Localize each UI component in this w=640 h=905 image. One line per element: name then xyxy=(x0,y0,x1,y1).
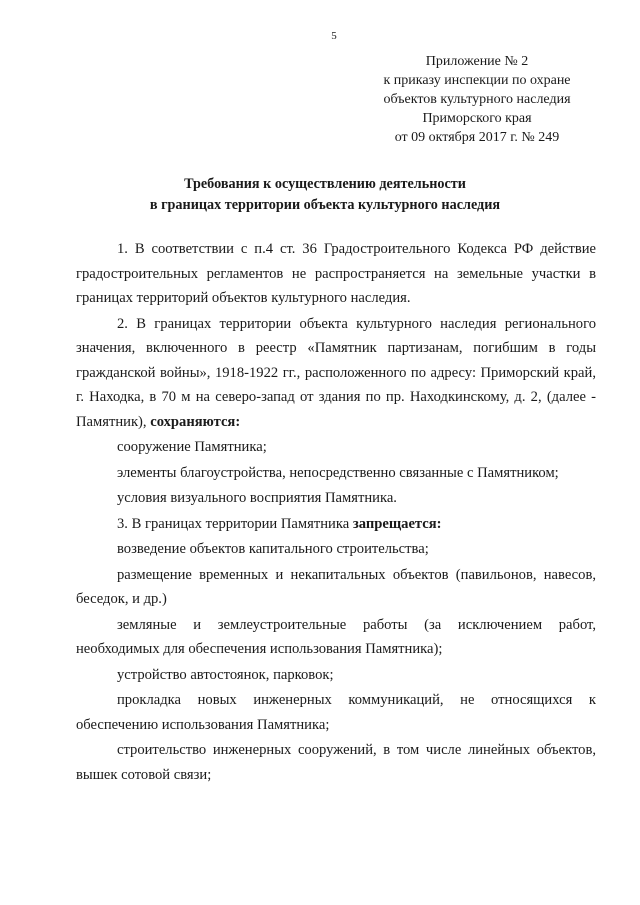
list-item: устройство автостоянок, парковок; xyxy=(117,666,334,683)
paragraph-1: 1. В соответствии с п.4 ст. 36 Градостроительного Кодекса РФ действие градостроительных регламентов не распространяется на земельные участки в границах территорий объектов культурного наследия. xyxy=(76,241,596,306)
paragraph-3-emphasis: запрещается: xyxy=(352,515,442,532)
paragraph-3-text: 3. В границах территории Памятника xyxy=(117,515,353,532)
paragraph-2-emphasis: сохраняются: xyxy=(150,413,241,430)
list-item: строительство инженерных сооружений, в том числе линейных объектов, вышек сотовой связи; xyxy=(76,742,596,783)
paragraph-3 xyxy=(76,512,596,537)
list-item: размещение временных и некапитальных объектов (павильонов, навесов, беседок, и др.) xyxy=(76,566,596,607)
list-item: земляные и землеустроительные работы (за исключением работ, необходимых для обеспечения использования Памятника); xyxy=(76,616,596,657)
list-item: прокладка новых инженерных коммуникаций, не относящихся к обеспечению использования Памятника; xyxy=(76,692,596,733)
appendix-date: от 09 октября 2017 г. № 249 xyxy=(394,130,560,145)
list-item: условия визуального восприятия Памятника. xyxy=(117,490,397,506)
paragraph-2 xyxy=(76,312,596,435)
title-line-1: Требования к осуществлению деятельности xyxy=(184,176,466,192)
document-body xyxy=(76,237,596,788)
appendix-line: Приморского края xyxy=(422,111,532,126)
paragraph-2-text: 2. В границах территории объекта культурного наследия регионального значения, включенного в реестр «Памятник партизанам, погибшим в годы гражданской войны», 1918-1922 гг., расположенного по адресу: Приморский край, г. Находка, в 70 м на северо-запад от здания по пр. Находкинскому, д. 2, (далее - Памятник), xyxy=(76,315,596,430)
appendix-title: Приложение № 2 xyxy=(425,54,529,69)
appendix-line: объектов культурного наследия xyxy=(383,92,571,107)
document-title xyxy=(60,174,590,216)
list-item: сооружение Памятника; xyxy=(117,439,267,455)
page-number: 5 xyxy=(331,30,337,42)
appendix-header xyxy=(352,52,602,147)
title-line-2: в границах территории объекта культурного наследия xyxy=(149,197,501,213)
list-item: элементы благоустройства, непосредственно связанные с Памятником; xyxy=(117,464,559,481)
appendix-line: к приказу инспекции по охране xyxy=(383,73,571,88)
list-item: возведение объектов капитального строительства; xyxy=(117,541,429,557)
